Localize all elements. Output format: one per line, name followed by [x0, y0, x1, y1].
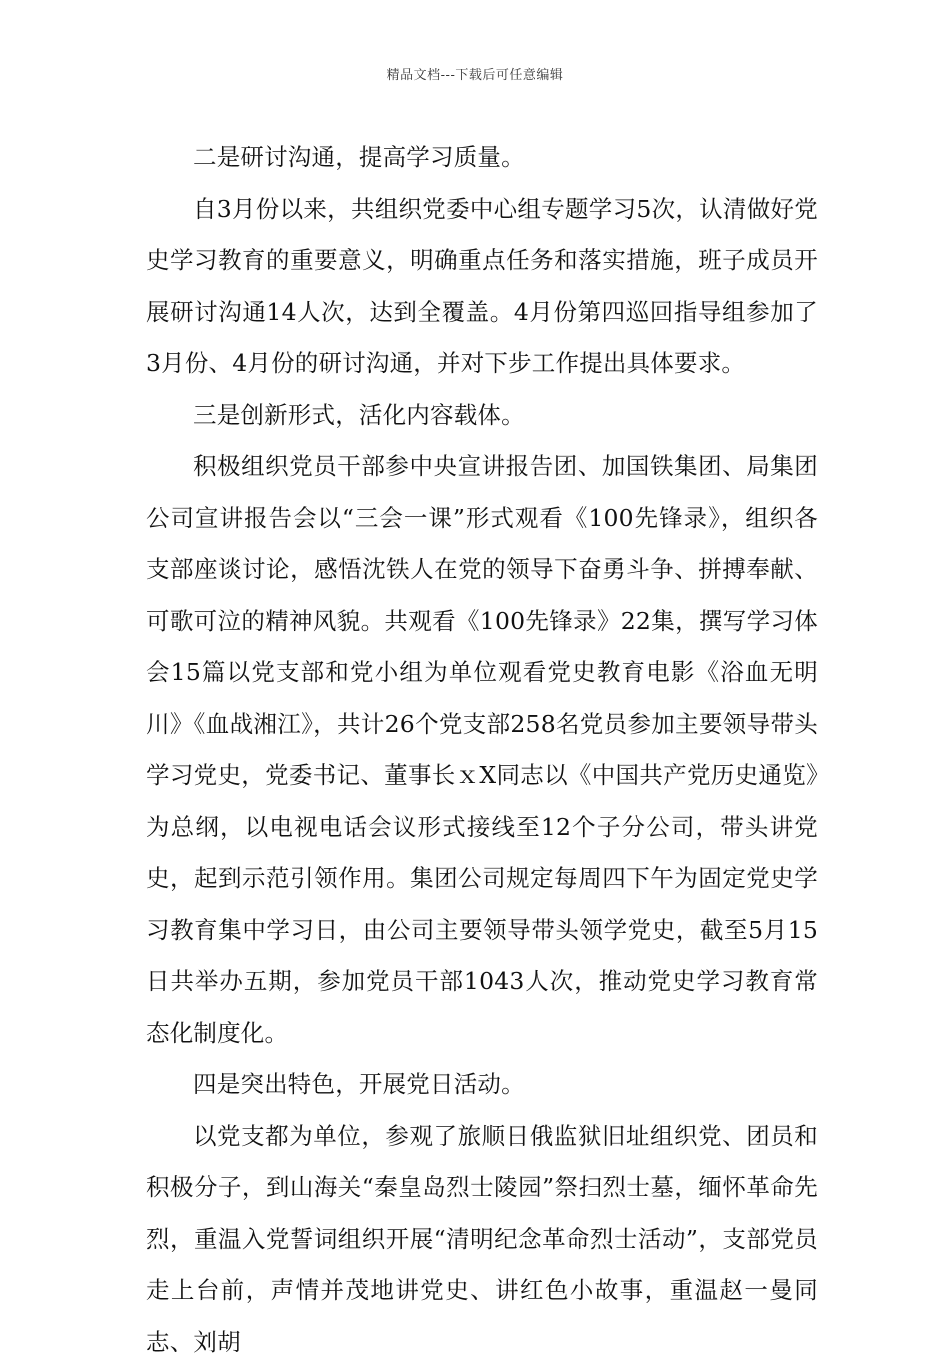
paragraph: 积极组织党员干部参中央宣讲报告团、加国铁集团、局集团公司宣讲报告会以“三会一课”形式观看《100先锋录》，组织各支部座谈讨论，感悟沈铁人在党的领导下奋勇斗争、拼搏奉献、可歌可泣的精神风貌。共观看《100先锋录》22集，撰写学习体会15篇以党支部和党小组为单位观看党史教育电影《浴血无明川》《血战湘江》，共计26个党支部258名党员参加主要领导带头学习党史，党委书记、董事长ｘX同志以《中国共产党历史通览》为总纲，以电视电话会议形式接线至12个子分公司，带头讲党史，起到示范引领作用。集团公司规定每周四下午为固定党史学习教育集中学习日，由公司主要领导带头领学党史，截至5月15日共举办五期，参加党员干部1043人次，推动党史学习教育常态化制度化。: [146, 441, 818, 1059]
paragraph-heading-2: 二是研讨沟通，提高学习质量。: [146, 132, 818, 184]
paragraph-heading-3: 三是创新形式，活化内容载体。: [146, 390, 818, 442]
paragraph: 自3月份以来，共组织党委中心组专题学习5次，认清做好党史学习教育的重要意义，明确重点任务和落实措施，班子成员开展研讨沟通14人次，达到全覆盖。4月份第四巡回指导组参加了3月份、4月份的研讨沟通，并对下步工作提出具体要求。: [146, 184, 818, 390]
page-header: 精品文档---下载后可任意编辑: [0, 64, 950, 83]
paragraph: 以党支都为单位，参观了旅顺日俄监狱旧址组织党、团员和积极分子，到山海关“秦皇岛烈士陵园”祭扫烈士墓，缅怀革命先烈，重温入党誓词组织开展“清明纪念革命烈士活动”，支部党员走上台前，声情并茂地讲党史、讲红色小故事，重温赵一曼同志、刘胡: [146, 1111, 818, 1368]
paragraph-heading-4: 四是突出特色，开展党日活动。: [146, 1059, 818, 1111]
document-body: [146, 132, 818, 1368]
